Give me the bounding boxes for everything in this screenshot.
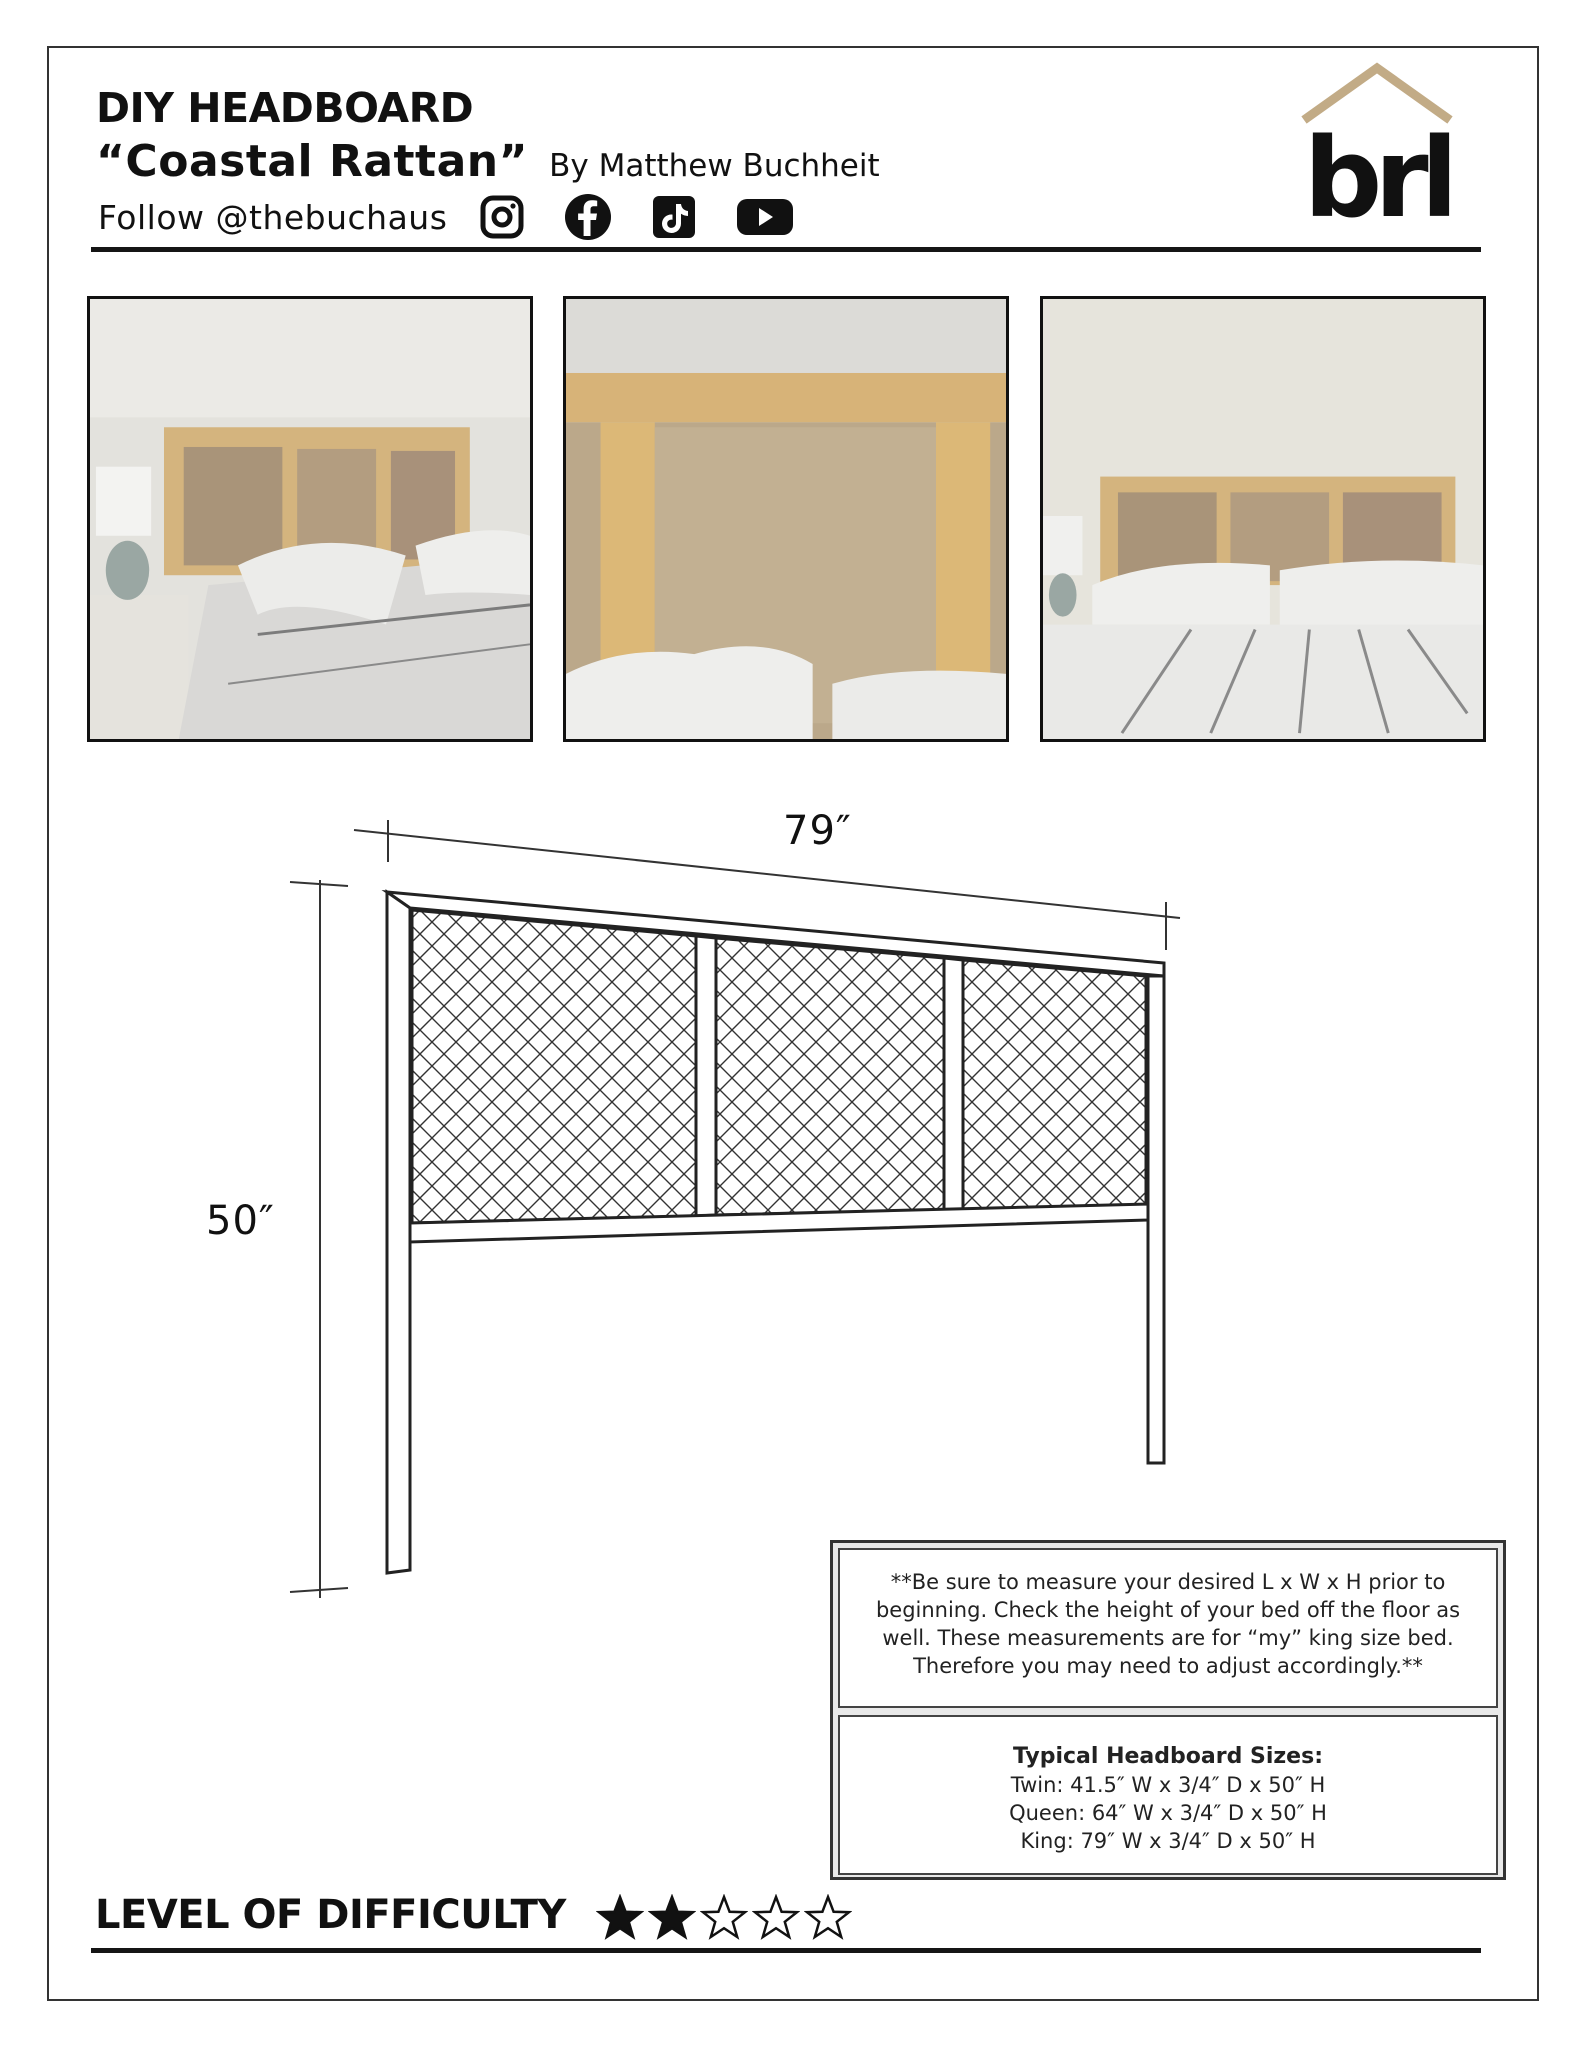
instagram-icon[interactable] <box>477 192 527 242</box>
logo-text: brl <box>1303 114 1451 222</box>
star-empty-icon <box>700 1894 748 1942</box>
photo-headboard-front <box>1040 296 1486 742</box>
size-twin: Twin: 41.5″ W x 3/4″ D x 50″ H <box>1010 1773 1326 1797</box>
follow-handle[interactable]: Follow @thebuchaus <box>98 197 448 237</box>
measurement-note: **Be sure to measure your desired L x W x H prior to beginning. Check the height of your bed off the floor as well. These measurements are for “my” king size bed. Therefore you may need to adjust accordingly.** <box>838 1548 1498 1708</box>
width-label: 79″ <box>783 808 852 854</box>
subtitle-row <box>96 136 880 187</box>
project-name: “Coastal Rattan” <box>96 136 529 187</box>
star-filled-icon <box>648 1894 696 1942</box>
size-queen: Queen: 64″ W x 3/4″ D x 50″ H <box>1009 1801 1327 1825</box>
facebook-icon[interactable] <box>563 192 613 242</box>
sizes-box <box>838 1715 1498 1875</box>
star-empty-icon <box>804 1894 852 1942</box>
cane-panel-right <box>963 960 1146 1210</box>
footer-divider <box>91 1948 1481 1953</box>
header-divider <box>91 247 1481 252</box>
headboard-diagram <box>180 790 1240 1620</box>
sizes-title: Typical Headboard Sizes: <box>1012 1744 1323 1769</box>
difficulty-label: LEVEL OF DIFFICULTY <box>95 1892 566 1938</box>
cane-panel-left <box>412 910 696 1223</box>
star-empty-icon <box>752 1894 800 1942</box>
page-title: DIY HEADBOARD <box>96 84 474 132</box>
photo-headboard-angle <box>87 296 533 742</box>
tiktok-icon[interactable] <box>649 192 699 242</box>
photo-headboard-closeup <box>563 296 1009 742</box>
star-filled-icon <box>596 1894 644 1942</box>
follow-row <box>98 192 831 242</box>
size-king: King: 79″ W x 3/4″ D x 50″ H <box>1020 1829 1316 1853</box>
notes-panel <box>830 1540 1506 1880</box>
brand-logo <box>1298 62 1456 222</box>
height-label: 50″ <box>206 1198 275 1244</box>
youtube-icon[interactable] <box>735 192 795 242</box>
author: By Matthew Buchheit <box>549 148 880 184</box>
difficulty-rating <box>596 1894 856 1942</box>
cane-panel-center <box>716 938 944 1215</box>
